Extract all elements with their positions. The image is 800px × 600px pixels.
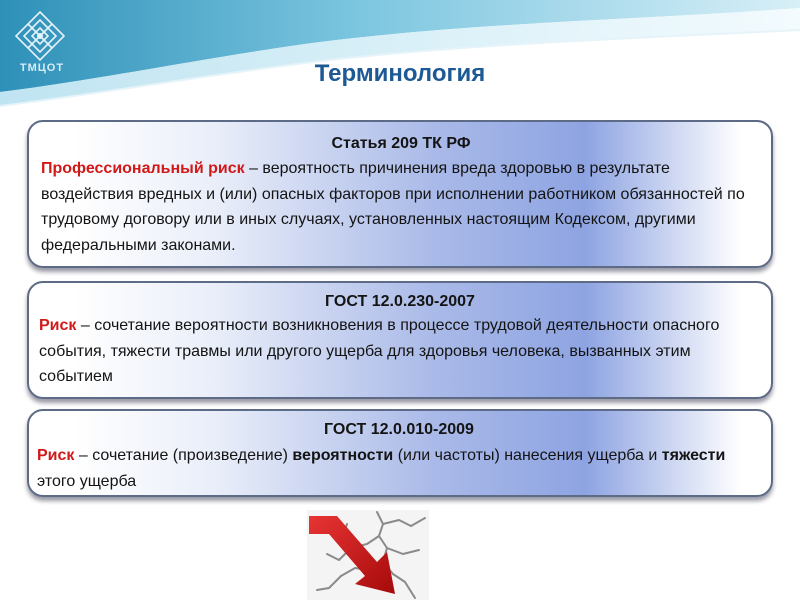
slide-title: Терминология xyxy=(314,60,486,87)
definition-card-gost-2009 xyxy=(27,409,773,497)
card-title: Статья 209 ТК РФ xyxy=(331,135,471,152)
definition-card-gost-2007 xyxy=(27,281,773,399)
cracked-ground-down-arrow xyxy=(307,510,429,600)
card-text xyxy=(39,313,761,390)
emphasis-severity: тяжести xyxy=(661,447,726,464)
definition-text: этого ущерба xyxy=(37,472,137,490)
definition-text: – вероятность причинения вреда здоровью в результате воздействия вредных и (или) опасных факторов при исполнении работником обязанностей по трудовому договору или в иных случаях, установленных настоящим Кодексом, другими федеральными законами. xyxy=(41,160,745,254)
definition-card-tk-rf xyxy=(27,120,773,268)
definition-text: – сочетание (произведение) xyxy=(74,447,293,464)
emphasis-probability: вероятности xyxy=(292,447,394,464)
logo-text: ТМЦОТ xyxy=(19,62,65,74)
card-title: ГОСТ 12.0.230-2007 xyxy=(325,293,475,310)
header-wave-background xyxy=(0,0,800,110)
term-highlight: Риск xyxy=(39,317,77,334)
card-text xyxy=(41,156,761,258)
definition-text: – сочетание вероятности возникновения в процессе трудовой деятельности опасного события, тяжести травмы или другого ущерба для здоровья человека, вызванных этим событием xyxy=(39,317,720,385)
term-highlight: Профессиональный риск xyxy=(41,160,245,177)
card-title: ГОСТ 12.0.010-2009 xyxy=(324,421,474,438)
definition-text: (или частоты) нанесения ущерба и xyxy=(393,447,662,464)
term-highlight: Риск xyxy=(37,447,75,464)
card-text xyxy=(37,443,761,494)
